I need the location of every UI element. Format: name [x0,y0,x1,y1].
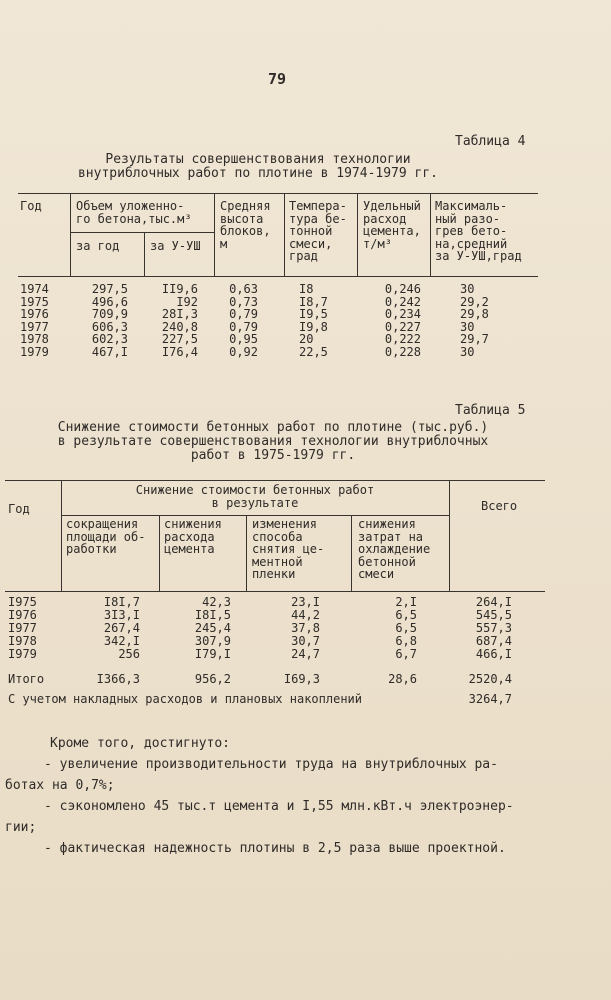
table4-value-cell: 0,242 [384,294,421,309]
table5-value-cell: 6,5 [395,608,417,622]
table4-value-cell: 240,8 [161,319,198,334]
table5-value-cell: 256 [118,647,140,661]
table4-value-cell: 606,3 [91,319,128,334]
table4-value-cell: 0,73 [229,294,258,309]
table5-header-cooling: снижения затрат на охлаждение бетонной смеси [358,517,431,582]
table4-label: Таблица 4 [455,134,526,149]
closing-intro: Кроме того, достигнуто: [50,736,231,751]
table4-value-cell: 0,79 [229,319,258,334]
table4-value-cell: I9,5 [299,307,328,321]
table4-year-cell: 1975 [20,294,49,309]
table5-label: Таблица 5 [455,403,526,418]
table4-value-cell: I92 [176,294,198,309]
table4-value-cell: I9,8 [299,319,328,334]
table4-header-cement-rate: Удельный расход цемента, т/м³ [363,199,421,251]
table4-value-cell: 29,2 [460,294,489,309]
table4-value-cell: 30 [460,319,475,334]
table5-value-cell: I79,I [194,647,231,661]
table5-value-cell: 3I3,I [103,608,140,622]
table4-header-volume: Объем уложенно- го бетона,тыс.м³ [76,199,192,226]
table4-value-cell: I76,4 [161,344,198,359]
table5-value-cell: 23,I [291,595,320,609]
table4-value-cell: 0,234 [384,307,421,321]
table4-year-cell: 1974 [20,282,49,296]
table5-overhead-value: 3264,7 [468,692,512,706]
table4-value-cell: 297,5 [91,282,128,296]
table5-value-cell: 42,3 [202,595,231,609]
table4-value-cell: 28I,3 [161,307,198,321]
table4-value-cell: 0,222 [384,332,421,346]
table5-value-cell: 37,8 [291,621,320,635]
table5-total-value: I69,3 [283,672,320,686]
table4-title-line: Результаты совершенствования технологии [105,152,411,167]
table5-value-cell: 687,4 [475,634,512,648]
table4-value-cell: 20 [299,332,314,346]
table5-year-cell: I976 [8,608,37,622]
table4-value-cell: 0,228 [384,344,421,359]
table5-value-cell: 545,5 [475,608,512,622]
table5-title [38,421,508,463]
table5-year-cell: I977 [8,621,37,635]
table4-title-line: внутриблочных работ по плотине в 1974-1979 гг. [77,166,439,181]
table5-value-cell: 6,5 [395,621,417,635]
table4-value-cell: 0,92 [229,344,258,359]
table5-title-line: Снижение стоимости бетонных работ по плотине (тыс.руб.) [57,420,489,435]
table4-value-cell: II9,6 [161,282,198,296]
table5-value-cell: 267,4 [103,621,140,635]
table5-value-cell: I8I,5 [194,608,231,622]
table4-year-cell: 1978 [20,332,49,346]
table4-year-cell: 1979 [20,344,49,359]
table5-total-label: Итого [8,672,45,686]
table4-value-cell: 467,I [91,344,128,359]
table5-header-year: Год [8,502,30,516]
table5-title-line: работ в 1975-1979 гг. [190,448,356,463]
closing-line: ботах на 0,7%; [5,778,115,793]
table4-value-cell: 709,9 [91,307,128,321]
closing-line: гии; [5,820,37,835]
table5-value-cell: 557,3 [475,621,512,635]
table4-header-per-year: за год [76,239,120,253]
table4-value-cell: 0,79 [229,307,258,321]
table4-value-cell: 227,5 [161,332,198,346]
table4-year-cell: 1976 [20,307,49,321]
table5-header-area: сокращения площади об- работки [66,517,146,557]
closing-line: - фактическая надежность плотины в 2,5 раза выше проектной. [44,841,506,856]
table5-value-cell: I8I,7 [103,595,140,609]
table4-value-cell: 30 [460,344,475,359]
table5-header-group: Снижение стоимости бетонных работ в результате [135,483,375,510]
table5-value-cell: 342,I [103,634,140,648]
table5-value-cell: 245,4 [194,621,231,635]
table4-value-cell: 496,6 [91,294,128,309]
table4-title [48,153,468,181]
table4-value-cell: 0,63 [229,282,258,296]
table4-value-cell: I8 [299,282,314,296]
table4-value-cell: 0,246 [384,282,421,296]
table4-header-cumulative: за У-УШ [150,239,201,253]
closing-line: - сэкономлено 45 тыс.т цемента и I,55 млн.кВт.ч электроэнер- [44,799,514,814]
table5-value-cell: 307,9 [194,634,231,648]
table4-value-cell: 0,227 [384,319,421,334]
table5-header-film: изменения способа снятия це- ментной пленки [252,517,325,582]
table4-value-cell: 29,7 [460,332,489,346]
table5-header-total: Всего [481,499,518,513]
table4-value-cell: 0,95 [229,332,258,346]
closing-line: - увеличение производительности труда на внутриблочных ра- [44,757,498,772]
table4-header-year: Год [20,199,42,213]
table4-header-temperature: Темпера- тура бе- тонной смеси, град [289,199,347,264]
table5-value-cell: 6,7 [395,647,417,661]
table4-value-cell: I8,7 [299,294,328,309]
table5-total-value: 2520,4 [468,672,512,686]
table4-year-cell: 1977 [20,319,49,334]
table4-header-block-height: Средняя высота блоков, м [220,199,271,251]
table5-value-cell: 44,2 [291,608,320,622]
table5-overhead-label: С учетом накладных расходов и плановых накоплений [8,692,363,706]
table5-value-cell: 30,7 [291,634,320,648]
table5-value-cell: 24,7 [291,647,320,661]
table4-value-cell: 22,5 [299,344,328,359]
table5-header-cement: снижения расхода цемента [164,517,222,557]
table5-total-value: 28,6 [388,672,417,686]
table5-value-cell: 6,8 [395,634,417,648]
table5-value-cell: 466,I [475,647,512,661]
table4-value-cell: 30 [460,282,475,296]
table4-value-cell: 602,3 [91,332,128,346]
table5-title-line: в результате совершенствования технологии внутриблочных [57,434,489,449]
table5-year-cell: I979 [8,647,37,661]
page-number: 79 [268,70,287,88]
table5-value-cell: 264,I [475,595,512,609]
table4-value-cell: 29,8 [460,307,489,321]
table4-header-max-heating: Максималь- ный разо- грев бето- на,средний за У-УШ,град [435,199,522,264]
table5-total-value: 956,2 [194,672,231,686]
table5-total-value: I366,3 [96,672,140,686]
table5-year-cell: I975 [8,595,37,609]
table5-value-cell: 2,I [395,595,417,609]
table5-year-cell: I978 [8,634,37,648]
